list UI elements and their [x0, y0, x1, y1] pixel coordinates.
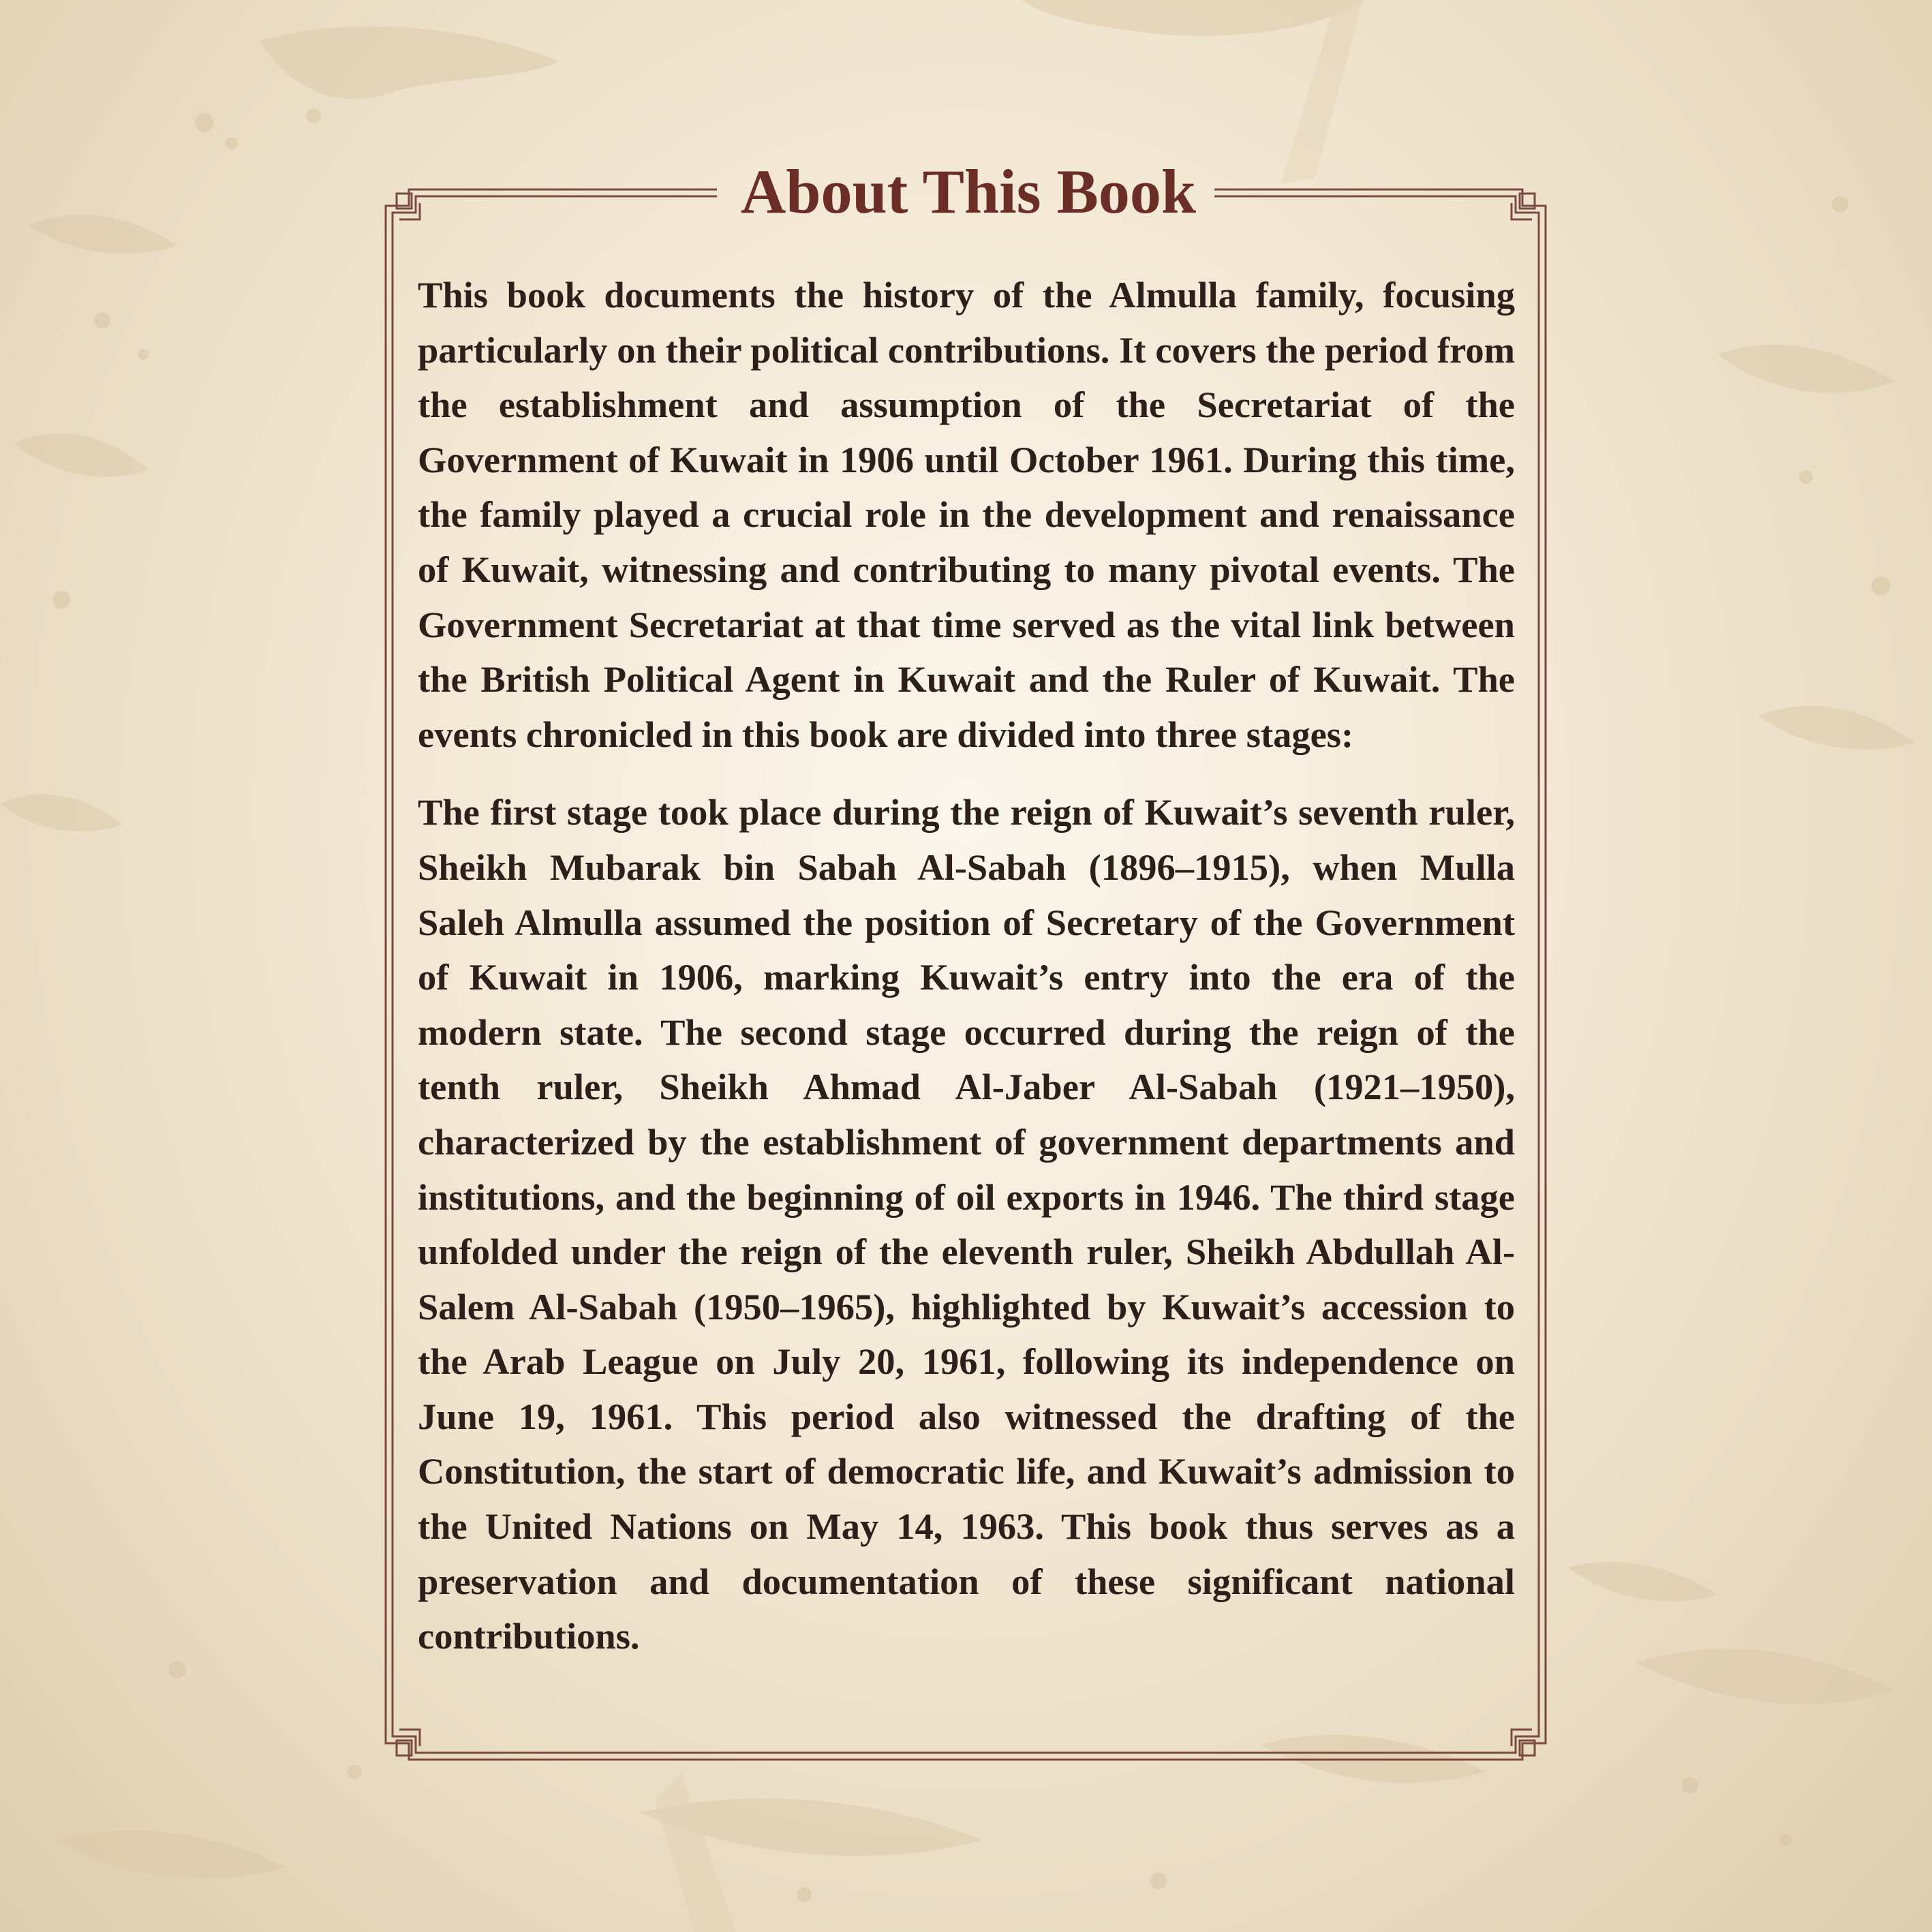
paragraph-stages: The first stage took place during the reign of Kuwait’s seventh ruler, Sheikh Mubarak bin Sabah Al-Sabah (1896–1915), when Mulla Saleh Almulla assumed the position of Secretary of the Government of Kuwait in 1906, marking Kuwait’s entry into the era of the modern state. The second stage occurred during the reign of the tenth ruler, Sheikh Ahmad Al-Jaber Al-Sabah (1921–1950), characterized by the establishment of government departments and institutions, and the beginning of oil exports in 1946. The third stage unfolded under the reign of the eleventh ruler, Sheikh Abdullah Al-Salem Al-Sabah (1950–1965), highlighted by Kuwait’s accession to the Arab League on July 20, 1961, following its independence on June 19, 1961. This period also witnessed the drafting of the Constitution, the start of democratic life, and Kuwait’s admission to the United Nations on May 14, 1963. This book thus serves as a preservation and documentation of these significant national contributions.	[418, 791, 1515, 1657]
page-title: About This Book	[740, 157, 1197, 226]
paragraph-intro: This book documents the history of the Almulla family, focusing particularly on their political contributions. It covers the period from the establishment and assumption of the Secretariat of the Government of Kuwait in 1906 until October 1961. During this time, the family played a crucial role in the development and renaissance of Kuwait, witnessing and contributing to many pivotal events. The Government Secretariat at that time served as the vital link between the British Political Agent in Kuwait and the Ruler of Kuwait. The events chronicled in this book are divided into three stages:	[418, 274, 1515, 755]
body-text	[418, 268, 1515, 1664]
